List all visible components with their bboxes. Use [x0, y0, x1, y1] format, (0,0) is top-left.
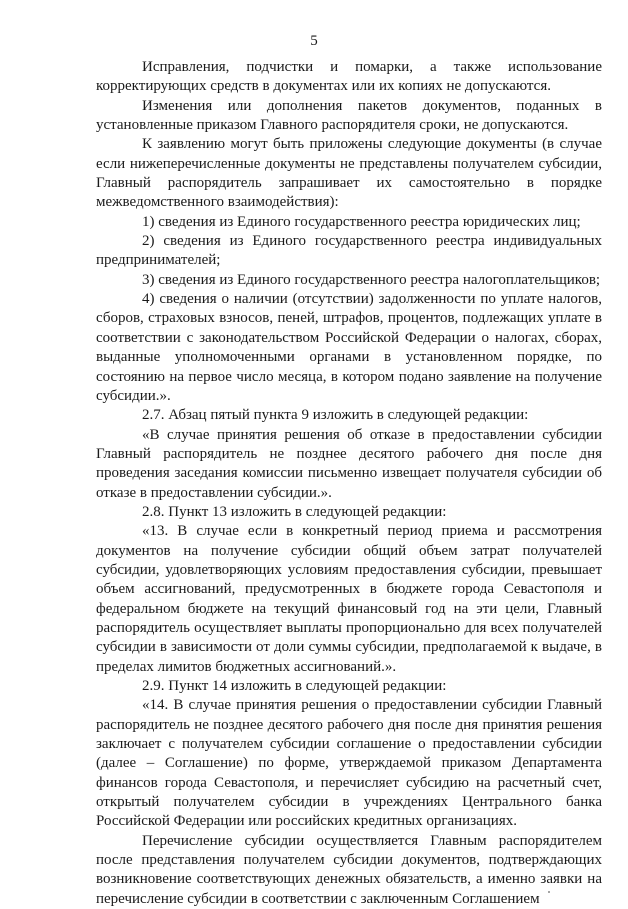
paragraph-transfer: Перечисление субсидии осуществляется Главным распорядителем после представления получателем субсидии документов, подтверждающих возникновение соответствующих денежных обязательств, а именно заявки на перечисление субсидии в соответствии с заключенным Соглашением — [96, 832, 602, 907]
paragraph-attachments: К заявлению могут быть приложены следующие документы (в случае если нижеперечисленные документы не представлены получателем субсидии, Главный распорядитель запрашивает их самостоятельно в порядке межведомственного взаимодействия): — [96, 136, 602, 211]
list-item-3: 3) сведения из Единого государственного реестра налогоплательщиков; — [142, 271, 601, 288]
list-item-1: 1) сведения из Единого государственного реестра юридических лиц; — [142, 213, 581, 230]
paragraph-corrections: Исправления, подчистки и помарки, а также использование корректирующих средств в документах или их копиях не допускаются. — [96, 59, 602, 95]
clause-2-7-heading: 2.7. Абзац пятый пункта 9 изложить в следующей редакции: — [142, 407, 529, 424]
scan-speck — [548, 891, 550, 893]
list-item-4: 4) сведения о наличии (отсутствии) задолженности по уплате налогов, сборов, страховых взносов, пеней, штрафов, процентов, подлежащих уплате в соответствии с законодательством Российской Федерации о налогах, сборах, выданные уполномоченными органами в установленном порядке, по состоянию на первое число месяца, в котором подано заявление на получение субсидии.». — [96, 291, 602, 404]
clause-2-8-text: «13. В случае если в конкретный период приема и рассмотрения документов на получение субсидии общий объем затрат получателей субсидии, удовлетворяющих условиям предоставления субсидии, превышает объем ассигнований, предусмотренных в бюджете города Севастополя и федеральном бюджете на текущий финансовый год на эти цели, Главный распорядитель осуществляет выплаты пропорционально для всех получателей субсидии в зависимости от доли суммы субсидии, предполагаемой к выдаче, в пределах лимитов бюджетных ассигнований.». — [96, 523, 602, 675]
clause-2-7-text: «В случае принятия решения об отказе в предоставлении субсидии Главный распорядитель не позднее десятого рабочего дня после дня проведения заседания комиссии письменно извещает получателя субсидии об отказе в предоставлении субсидии.». — [96, 426, 602, 501]
clause-2-8-heading: 2.8. Пункт 13 изложить в следующей редакции: — [142, 503, 447, 520]
list-item-2: 2) сведения из Единого государственного реестра индивидуальных предпринимателей; — [96, 233, 602, 269]
paragraph-changes: Изменения или дополнения пакетов документов, поданных в установленные приказом Главного распорядителя сроки, не допускаются. — [96, 97, 602, 134]
page-number: 5 — [310, 33, 318, 49]
clause-2-9-text: «14. В случае принятия решения о предоставлении субсидии Главный распорядитель не позднее десятого рабочего дня после дня принятия решения заключает с получателем субсидии соглашение о предоставлении субсидии (далее – Соглашение) по форме, утверждаемой приказом Департамента финансов города Севастополя, и перечисляет субсидию на расчетный счет, открытый получателем субсидии в учреждениях Центрального банка Российской Федерации или российских кредитных организациях. — [96, 697, 602, 830]
clause-2-9-heading: 2.9. Пункт 14 изложить в следующей редакции: — [142, 678, 447, 694]
document-body — [96, 58, 602, 909]
